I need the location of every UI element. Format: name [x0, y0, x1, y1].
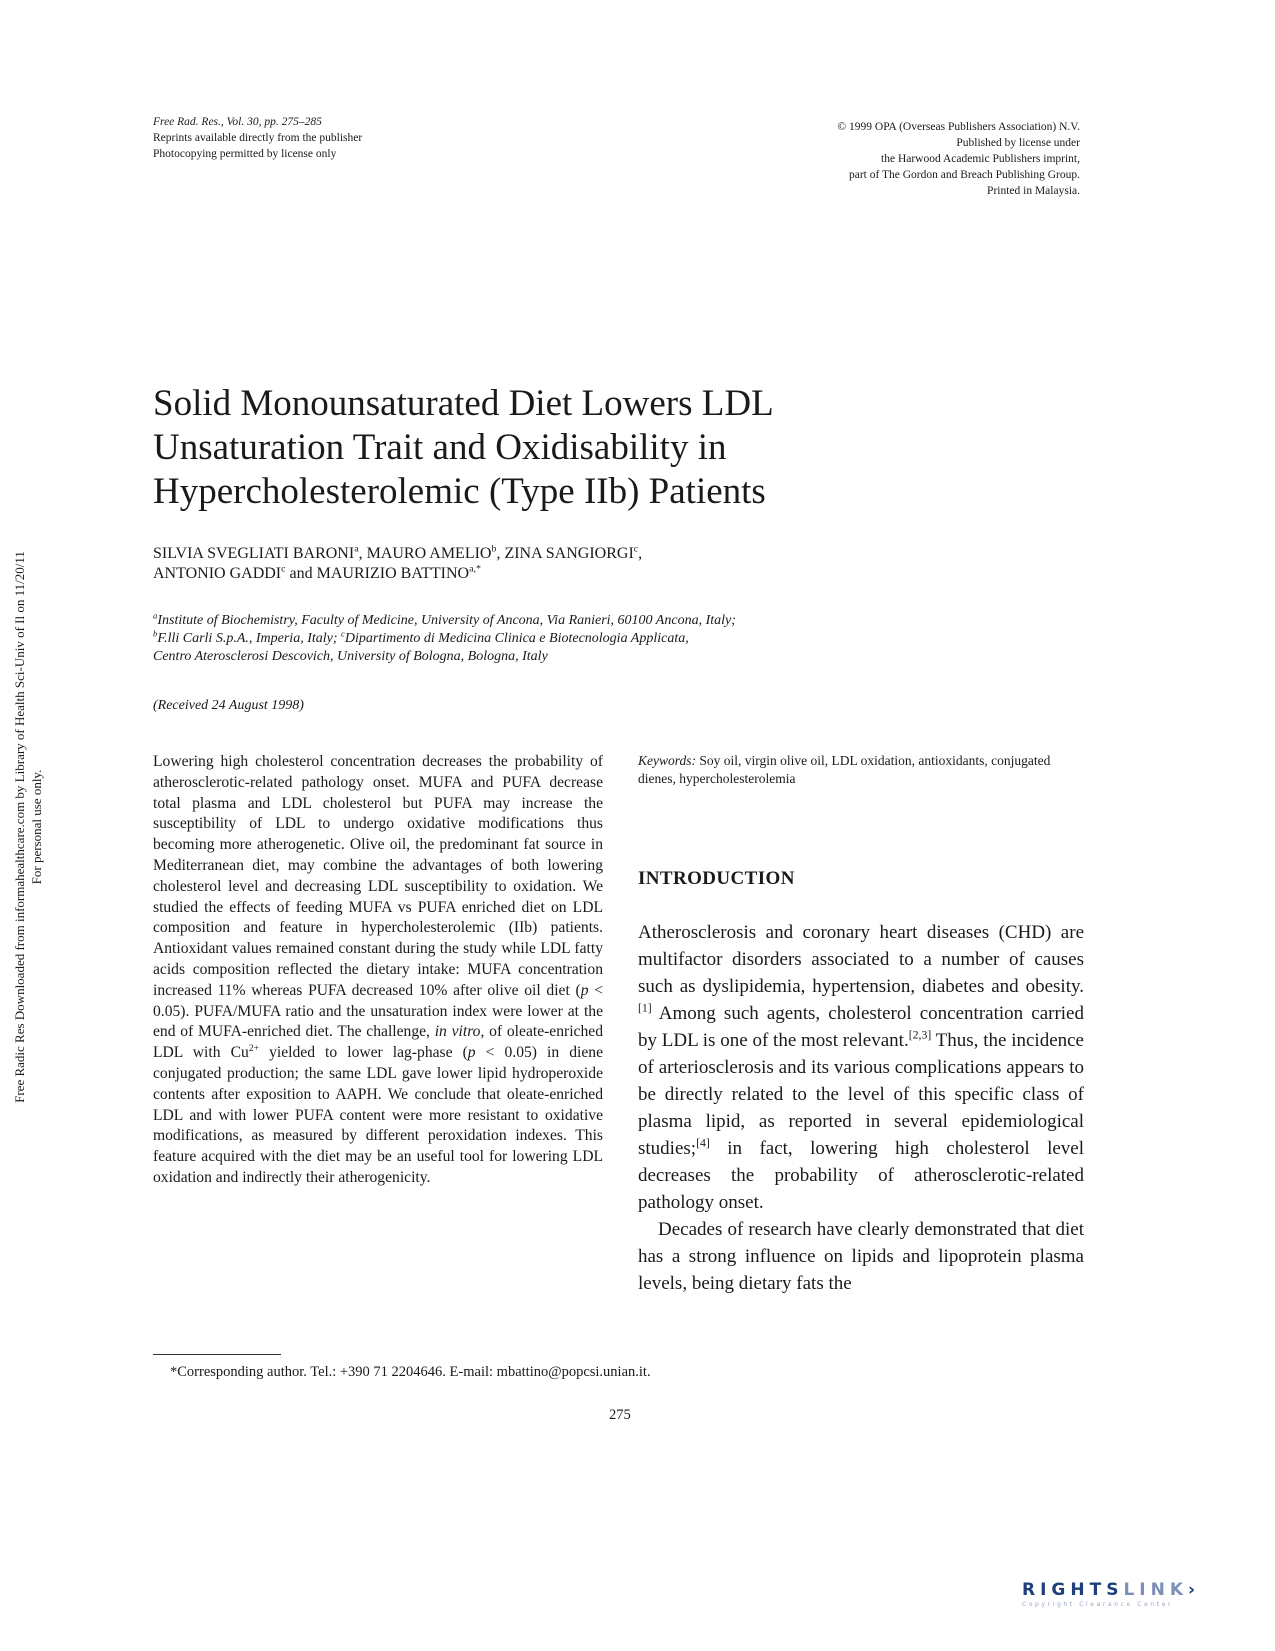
abstract-superscript: 2+	[248, 1042, 260, 1054]
keywords-text: Soy oil, virgin olive oil, LDL oxidation, antioxidants, conjugated dienes, hypercholesterolemia	[638, 753, 1051, 786]
author-name: and MAURIZIO BATTINO	[285, 565, 470, 582]
citation-line: Free Rad. Res., Vol. 30, pp. 275–285	[153, 116, 322, 128]
paragraph-text: Among such agents, cholesterol concentration carried by LDL is one of the most relevant.	[638, 1003, 1084, 1051]
author-name: ANTONIO GADDI	[153, 565, 282, 582]
author-name: , MAURO AMELIO	[358, 545, 492, 562]
paragraph-text: Atherosclerosis and coronary heart diseases (CHD) are multifactor disorders associated to a number of causes such as dyslipidemia, hypertension, diabetes and obesity.	[638, 922, 1084, 997]
abstract-italic: in vitro	[434, 1023, 481, 1041]
title-line: Solid Monounsaturated Diet Lowers LDL	[153, 383, 774, 424]
article-title	[153, 382, 913, 514]
rightslink-rights: RIGHTS	[1022, 1580, 1124, 1600]
publisher-line: Published by license under	[956, 137, 1080, 149]
rightslink-link: LINK	[1123, 1580, 1188, 1600]
footnote-rule	[153, 1354, 281, 1355]
author-affiliation-mark: c	[281, 563, 286, 575]
title-line: Hypercholesterolemic (Type IIb) Patients	[153, 471, 766, 512]
rightslink-arrow-icon: ›	[1188, 1580, 1201, 1600]
introduction-body	[638, 919, 1084, 1297]
author-affiliation-mark: b	[491, 543, 497, 555]
affiliation-mark: c	[341, 628, 345, 639]
affiliation-mark: b	[153, 628, 158, 639]
author-line	[153, 544, 913, 564]
paragraph-text: Thus, the incidence of arteriosclerosis and its various complications appears to be directly related to the level of this specific class of plasma lipid, as reported in several epidemiological studies;	[638, 1030, 1084, 1159]
citation-ref[interactable]: [4]	[696, 1136, 710, 1150]
corresponding-author-footnote: *Corresponding author. Tel.: +390 71 2204646. E-mail: mbattino@popcsi.unian.it.	[170, 1364, 651, 1380]
journal-citation	[153, 114, 473, 162]
affiliation-text: Dipartimento di Medicina Clinica e Biotecnologia Applicata,	[344, 631, 689, 646]
page-number: 275	[609, 1407, 631, 1423]
title-line: Unsaturation Trait and Oxidisability in	[153, 427, 727, 468]
abstract-text: < 0.05). PUFA/MUFA ratio and the unsaturation index were lower at the end of MUFA-enriched diet. The challenge,	[153, 981, 603, 1041]
affiliation-line	[153, 612, 973, 630]
publisher-line: the Harwood Academic Publishers imprint,	[881, 153, 1080, 165]
abstract	[153, 752, 603, 1189]
abstract-italic: p	[467, 1044, 476, 1062]
abstract-text: , of oleate-enriched LDL with Cu	[153, 1023, 603, 1062]
paragraph	[638, 919, 1084, 1216]
abstract-text: yielded to lower lag-phase (	[259, 1044, 468, 1062]
affiliations	[153, 612, 973, 666]
author-affiliation-mark: a	[354, 543, 359, 555]
keywords	[638, 752, 1088, 788]
publisher-line: © 1999 OPA (Overseas Publishers Association) N.V.	[837, 121, 1080, 133]
rightslink-subtitle: Copyright Clearance Center	[1022, 1601, 1174, 1608]
publisher-line: part of The Gordon and Breach Publishing Group.	[848, 169, 1080, 181]
download-watermark	[11, 427, 45, 1227]
citation-line: Photocopying permitted by license only	[153, 148, 337, 160]
watermark-line: For personal use only.	[29, 769, 44, 885]
rightslink-wordmark	[1022, 1580, 1262, 1600]
author-name: , ZINA SANGIORGI	[496, 545, 634, 562]
author-separator: ,	[638, 545, 643, 562]
watermark-line: Free Radic Res Downloaded from informahealthcare.com by Library of Health Sci-Univ of Il on 11/20/11	[12, 551, 27, 1103]
author-list	[153, 544, 913, 584]
paragraph-text: in fact, lowering high cholesterol level decreases the probability of atherosclerotic-related pathology onset.	[638, 1138, 1084, 1213]
author-line	[153, 564, 913, 584]
citation-ref[interactable]: [2,3]	[908, 1028, 932, 1042]
publisher-notice	[760, 119, 1080, 199]
citation-line: Reprints available directly from the publisher	[153, 132, 363, 144]
author-affiliation-mark: c	[633, 543, 639, 555]
abstract-text: Lowering high cholesterol concentration decreases the probability of atherosclerotic-related pathology onset. MUFA and PUFA decrease total plasma and LDL cholesterol but PUFA may increase the susceptibility of LDL to undergo oxidative modifications thus becoming more atherogenetic. Olive oil, the predominant fat source in Mediterranean diet, may combine the advantages of both lowering cholesterol level and decreasing LDL susceptibility to oxidation. We studied the effects of feeding MUFA vs PUFA enriched diet on LDL composition and feature in hypercholesterolemic (IIb) patients. Antioxidant values remained constant during the study while LDL fatty acids composition reflected the dietary intake: MUFA concentration increased 11% whereas PUFA decreased 10% after olive oil diet (	[153, 753, 603, 999]
keywords-label: Keywords:	[638, 753, 696, 768]
paragraph: Decades of research have clearly demonstrated that diet has a strong influence on lipids and lipoprotein plasma levels, being dietary fats the	[638, 1219, 1084, 1294]
abstract-italic: p	[580, 981, 589, 999]
affiliation-line: Centro Aterosclerosi Descovich, University of Bologna, Bologna, Italy	[153, 649, 548, 664]
affiliation-text: F.lli Carli S.p.A., Imperia, Italy;	[157, 631, 342, 646]
author-name: SILVIA SVEGLIATI BARONI	[153, 545, 355, 562]
author-affiliation-mark: a,*	[469, 563, 481, 575]
publisher-line: Printed in Malaysia.	[987, 185, 1080, 197]
affiliation-mark: a	[153, 610, 158, 621]
abstract-text: < 0.05) in diene conjugated production; the same LDL gave lower lipid hydroperoxide contents after exposition to AAPH. We conclude that oleate-enriched LDL and with lower PUFA content were more resistant to oxidative modifications, as measured by different peroxidation indexes. This feature acquired with the diet may be an useful tool for lowering LDL oxidation and indirectly their atherogenicity.	[153, 1044, 603, 1186]
section-heading-introduction: INTRODUCTION	[638, 868, 795, 889]
affiliation-line	[153, 630, 973, 648]
rightslink-logo[interactable]	[1022, 1580, 1262, 1624]
affiliation-text: Institute of Biochemistry, Faculty of Medicine, University of Ancona, Via Ranieri, 60100 Ancona, Italy;	[157, 613, 736, 628]
received-date: (Received 24 August 1998)	[153, 698, 304, 713]
citation-ref[interactable]: [1]	[638, 1001, 652, 1015]
